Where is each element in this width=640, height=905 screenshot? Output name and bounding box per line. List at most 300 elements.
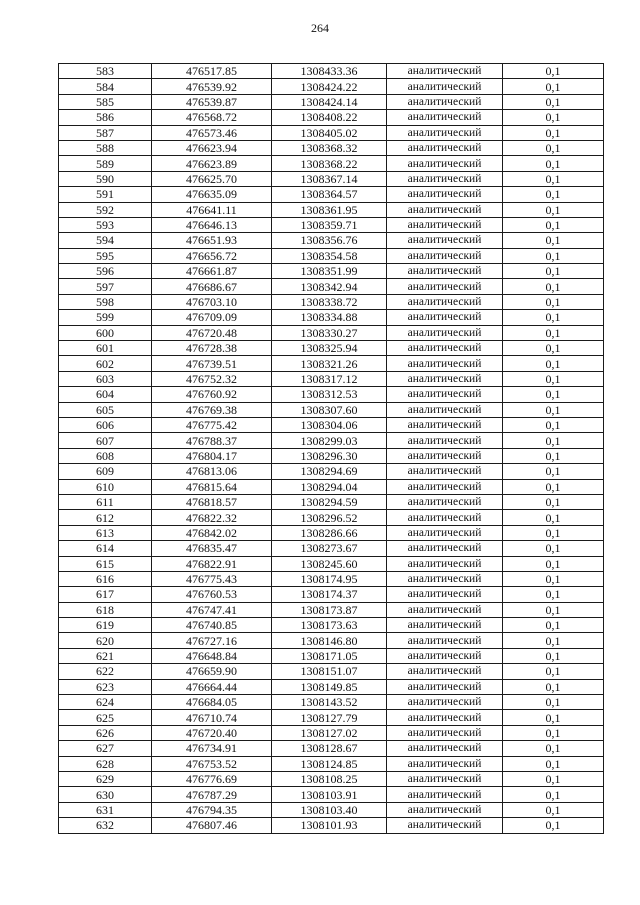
accuracy-cell: 0,1 [503, 741, 604, 756]
x-coordinate-cell: 476710.74 [152, 710, 272, 725]
x-coordinate-cell: 476623.89 [152, 156, 272, 171]
x-coordinate-cell: 476720.48 [152, 325, 272, 340]
x-coordinate-cell: 476703.10 [152, 294, 272, 309]
table-row [59, 448, 604, 463]
accuracy-cell: 0,1 [503, 448, 604, 463]
method-cell: аналитический [387, 217, 503, 232]
accuracy-cell: 0,1 [503, 756, 604, 771]
table-row [59, 679, 604, 694]
method-cell: аналитический [387, 510, 503, 525]
y-coordinate-cell: 1308361.95 [272, 202, 387, 217]
table-row [59, 571, 604, 586]
x-coordinate-cell: 476760.53 [152, 587, 272, 602]
y-coordinate-cell: 1308151.07 [272, 664, 387, 679]
table-row [59, 279, 604, 294]
y-coordinate-cell: 1308171.05 [272, 648, 387, 663]
accuracy-cell: 0,1 [503, 802, 604, 817]
x-coordinate-cell: 476835.47 [152, 541, 272, 556]
table-row [59, 217, 604, 232]
y-coordinate-cell: 1308408.22 [272, 110, 387, 125]
y-coordinate-cell: 1308294.69 [272, 464, 387, 479]
accuracy-cell: 0,1 [503, 64, 604, 79]
accuracy-cell: 0,1 [503, 125, 604, 140]
accuracy-cell: 0,1 [503, 402, 604, 417]
x-coordinate-cell: 476625.70 [152, 171, 272, 186]
method-cell: аналитический [387, 710, 503, 725]
x-coordinate-cell: 476822.32 [152, 510, 272, 525]
y-coordinate-cell: 1308127.79 [272, 710, 387, 725]
y-coordinate-cell: 1308351.99 [272, 264, 387, 279]
accuracy-cell: 0,1 [503, 525, 604, 540]
accuracy-cell: 0,1 [503, 356, 604, 371]
table-row [59, 341, 604, 356]
x-coordinate-cell: 476646.13 [152, 217, 272, 232]
table-row [59, 787, 604, 802]
x-coordinate-cell: 476728.38 [152, 341, 272, 356]
method-cell: аналитический [387, 541, 503, 556]
table-row [59, 156, 604, 171]
point-number-cell: 618 [59, 602, 152, 617]
table-row [59, 125, 604, 140]
accuracy-cell: 0,1 [503, 79, 604, 94]
table-row [59, 140, 604, 155]
method-cell: аналитический [387, 756, 503, 771]
x-coordinate-cell: 476753.52 [152, 756, 272, 771]
method-cell: аналитический [387, 79, 503, 94]
method-cell: аналитический [387, 202, 503, 217]
accuracy-cell: 0,1 [503, 217, 604, 232]
point-number-cell: 591 [59, 187, 152, 202]
point-number-cell: 589 [59, 156, 152, 171]
x-coordinate-cell: 476769.38 [152, 402, 272, 417]
point-number-cell: 597 [59, 279, 152, 294]
method-cell: аналитический [387, 602, 503, 617]
method-cell: аналитический [387, 156, 503, 171]
accuracy-cell: 0,1 [503, 371, 604, 386]
point-number-cell: 609 [59, 464, 152, 479]
table-row [59, 110, 604, 125]
table-row [59, 94, 604, 109]
point-number-cell: 583 [59, 64, 152, 79]
method-cell: аналитический [387, 310, 503, 325]
y-coordinate-cell: 1308368.32 [272, 140, 387, 155]
x-coordinate-cell: 476573.46 [152, 125, 272, 140]
table-row [59, 541, 604, 556]
x-coordinate-cell: 476539.92 [152, 79, 272, 94]
method-cell: аналитический [387, 64, 503, 79]
table-row [59, 510, 604, 525]
accuracy-cell: 0,1 [503, 202, 604, 217]
method-cell: аналитический [387, 264, 503, 279]
point-number-cell: 613 [59, 525, 152, 540]
accuracy-cell: 0,1 [503, 571, 604, 586]
point-number-cell: 586 [59, 110, 152, 125]
table-row [59, 633, 604, 648]
y-coordinate-cell: 1308103.40 [272, 802, 387, 817]
point-number-cell: 628 [59, 756, 152, 771]
y-coordinate-cell: 1308245.60 [272, 556, 387, 571]
method-cell: аналитический [387, 695, 503, 710]
point-number-cell: 616 [59, 571, 152, 586]
table-row [59, 602, 604, 617]
method-cell: аналитический [387, 187, 503, 202]
point-number-cell: 629 [59, 771, 152, 786]
accuracy-cell: 0,1 [503, 156, 604, 171]
table-row [59, 325, 604, 340]
point-number-cell: 627 [59, 741, 152, 756]
y-coordinate-cell: 1308296.30 [272, 448, 387, 463]
accuracy-cell: 0,1 [503, 510, 604, 525]
x-coordinate-cell: 476651.93 [152, 233, 272, 248]
accuracy-cell: 0,1 [503, 279, 604, 294]
method-cell: аналитический [387, 771, 503, 786]
accuracy-cell: 0,1 [503, 648, 604, 663]
x-coordinate-cell: 476788.37 [152, 433, 272, 448]
x-coordinate-cell: 476760.92 [152, 387, 272, 402]
point-number-cell: 600 [59, 325, 152, 340]
accuracy-cell: 0,1 [503, 618, 604, 633]
method-cell: аналитический [387, 387, 503, 402]
table-row [59, 618, 604, 633]
accuracy-cell: 0,1 [503, 94, 604, 109]
accuracy-cell: 0,1 [503, 587, 604, 602]
method-cell: аналитический [387, 371, 503, 386]
coordinates-table-body [59, 64, 604, 834]
x-coordinate-cell: 476684.05 [152, 695, 272, 710]
point-number-cell: 603 [59, 371, 152, 386]
x-coordinate-cell: 476517.85 [152, 64, 272, 79]
table-row [59, 387, 604, 402]
point-number-cell: 632 [59, 818, 152, 833]
point-number-cell: 595 [59, 248, 152, 263]
point-number-cell: 615 [59, 556, 152, 571]
x-coordinate-cell: 476539.87 [152, 94, 272, 109]
point-number-cell: 606 [59, 417, 152, 432]
method-cell: аналитический [387, 556, 503, 571]
accuracy-cell: 0,1 [503, 417, 604, 432]
accuracy-cell: 0,1 [503, 264, 604, 279]
x-coordinate-cell: 476659.90 [152, 664, 272, 679]
y-coordinate-cell: 1308273.67 [272, 541, 387, 556]
point-number-cell: 602 [59, 356, 152, 371]
accuracy-cell: 0,1 [503, 771, 604, 786]
x-coordinate-cell: 476686.67 [152, 279, 272, 294]
accuracy-cell: 0,1 [503, 695, 604, 710]
method-cell: аналитический [387, 679, 503, 694]
table-row [59, 264, 604, 279]
point-number-cell: 631 [59, 802, 152, 817]
accuracy-cell: 0,1 [503, 464, 604, 479]
y-coordinate-cell: 1308330.27 [272, 325, 387, 340]
x-coordinate-cell: 476794.35 [152, 802, 272, 817]
method-cell: аналитический [387, 725, 503, 740]
table-row [59, 417, 604, 432]
table-row [59, 710, 604, 725]
y-coordinate-cell: 1308342.94 [272, 279, 387, 294]
point-number-cell: 588 [59, 140, 152, 155]
point-number-cell: 596 [59, 264, 152, 279]
table-row [59, 64, 604, 79]
method-cell: аналитический [387, 279, 503, 294]
point-number-cell: 587 [59, 125, 152, 140]
point-number-cell: 619 [59, 618, 152, 633]
accuracy-cell: 0,1 [503, 171, 604, 186]
table-row [59, 725, 604, 740]
y-coordinate-cell: 1308364.57 [272, 187, 387, 202]
table-row [59, 356, 604, 371]
table-row [59, 479, 604, 494]
table-row [59, 664, 604, 679]
coordinates-table [58, 63, 604, 834]
method-cell: аналитический [387, 110, 503, 125]
table-row [59, 433, 604, 448]
y-coordinate-cell: 1308338.72 [272, 294, 387, 309]
table-row [59, 248, 604, 263]
table-row [59, 494, 604, 509]
y-coordinate-cell: 1308296.52 [272, 510, 387, 525]
table-row [59, 202, 604, 217]
point-number-cell: 584 [59, 79, 152, 94]
x-coordinate-cell: 476734.91 [152, 741, 272, 756]
y-coordinate-cell: 1308108.25 [272, 771, 387, 786]
table-row [59, 802, 604, 817]
y-coordinate-cell: 1308424.14 [272, 94, 387, 109]
y-coordinate-cell: 1308286.66 [272, 525, 387, 540]
x-coordinate-cell: 476842.02 [152, 525, 272, 540]
point-number-cell: 598 [59, 294, 152, 309]
accuracy-cell: 0,1 [503, 556, 604, 571]
method-cell: аналитический [387, 417, 503, 432]
point-number-cell: 625 [59, 710, 152, 725]
x-coordinate-cell: 476815.64 [152, 479, 272, 494]
y-coordinate-cell: 1308173.63 [272, 618, 387, 633]
point-number-cell: 623 [59, 679, 152, 694]
method-cell: аналитический [387, 787, 503, 802]
x-coordinate-cell: 476776.69 [152, 771, 272, 786]
method-cell: аналитический [387, 648, 503, 663]
y-coordinate-cell: 1308143.52 [272, 695, 387, 710]
method-cell: аналитический [387, 402, 503, 417]
x-coordinate-cell: 476804.17 [152, 448, 272, 463]
y-coordinate-cell: 1308359.71 [272, 217, 387, 232]
y-coordinate-cell: 1308101.93 [272, 818, 387, 833]
x-coordinate-cell: 476752.32 [152, 371, 272, 386]
method-cell: аналитический [387, 433, 503, 448]
y-coordinate-cell: 1308173.87 [272, 602, 387, 617]
point-number-cell: 601 [59, 341, 152, 356]
y-coordinate-cell: 1308368.22 [272, 156, 387, 171]
accuracy-cell: 0,1 [503, 710, 604, 725]
y-coordinate-cell: 1308356.76 [272, 233, 387, 248]
y-coordinate-cell: 1308367.14 [272, 171, 387, 186]
method-cell: аналитический [387, 233, 503, 248]
y-coordinate-cell: 1308294.04 [272, 479, 387, 494]
table-row [59, 741, 604, 756]
method-cell: аналитический [387, 356, 503, 371]
y-coordinate-cell: 1308294.59 [272, 494, 387, 509]
y-coordinate-cell: 1308304.06 [272, 417, 387, 432]
table-row [59, 233, 604, 248]
table-row [59, 79, 604, 94]
point-number-cell: 620 [59, 633, 152, 648]
method-cell: аналитический [387, 464, 503, 479]
y-coordinate-cell: 1308128.67 [272, 741, 387, 756]
table-row [59, 402, 604, 417]
table-row [59, 171, 604, 186]
y-coordinate-cell: 1308149.85 [272, 679, 387, 694]
point-number-cell: 599 [59, 310, 152, 325]
point-number-cell: 608 [59, 448, 152, 463]
table-row [59, 756, 604, 771]
method-cell: аналитический [387, 325, 503, 340]
accuracy-cell: 0,1 [503, 248, 604, 263]
page-number: 264 [311, 21, 329, 35]
point-number-cell: 624 [59, 695, 152, 710]
method-cell: аналитический [387, 125, 503, 140]
point-number-cell: 630 [59, 787, 152, 802]
point-number-cell: 621 [59, 648, 152, 663]
y-coordinate-cell: 1308127.02 [272, 725, 387, 740]
point-number-cell: 592 [59, 202, 152, 217]
method-cell: аналитический [387, 818, 503, 833]
x-coordinate-cell: 476822.91 [152, 556, 272, 571]
y-coordinate-cell: 1308124.85 [272, 756, 387, 771]
table-row [59, 771, 604, 786]
method-cell: аналитический [387, 571, 503, 586]
y-coordinate-cell: 1308334.88 [272, 310, 387, 325]
method-cell: аналитический [387, 587, 503, 602]
accuracy-cell: 0,1 [503, 187, 604, 202]
x-coordinate-cell: 476641.11 [152, 202, 272, 217]
table-row [59, 525, 604, 540]
y-coordinate-cell: 1308424.22 [272, 79, 387, 94]
y-coordinate-cell: 1308312.53 [272, 387, 387, 402]
point-number-cell: 617 [59, 587, 152, 602]
accuracy-cell: 0,1 [503, 140, 604, 155]
accuracy-cell: 0,1 [503, 541, 604, 556]
method-cell: аналитический [387, 448, 503, 463]
accuracy-cell: 0,1 [503, 679, 604, 694]
x-coordinate-cell: 476727.16 [152, 633, 272, 648]
x-coordinate-cell: 476739.51 [152, 356, 272, 371]
method-cell: аналитический [387, 94, 503, 109]
point-number-cell: 622 [59, 664, 152, 679]
x-coordinate-cell: 476740.85 [152, 618, 272, 633]
table-row [59, 556, 604, 571]
table-row [59, 310, 604, 325]
x-coordinate-cell: 476747.41 [152, 602, 272, 617]
table-row [59, 294, 604, 309]
accuracy-cell: 0,1 [503, 387, 604, 402]
method-cell: аналитический [387, 341, 503, 356]
accuracy-cell: 0,1 [503, 433, 604, 448]
accuracy-cell: 0,1 [503, 725, 604, 740]
x-coordinate-cell: 476720.40 [152, 725, 272, 740]
y-coordinate-cell: 1308405.02 [272, 125, 387, 140]
point-number-cell: 593 [59, 217, 152, 232]
accuracy-cell: 0,1 [503, 818, 604, 833]
table-row [59, 818, 604, 833]
y-coordinate-cell: 1308307.60 [272, 402, 387, 417]
accuracy-cell: 0,1 [503, 787, 604, 802]
point-number-cell: 626 [59, 725, 152, 740]
accuracy-cell: 0,1 [503, 110, 604, 125]
accuracy-cell: 0,1 [503, 664, 604, 679]
y-coordinate-cell: 1308103.91 [272, 787, 387, 802]
y-coordinate-cell: 1308433.36 [272, 64, 387, 79]
x-coordinate-cell: 476664.44 [152, 679, 272, 694]
point-number-cell: 611 [59, 494, 152, 509]
x-coordinate-cell: 476787.29 [152, 787, 272, 802]
point-number-cell: 614 [59, 541, 152, 556]
method-cell: аналитический [387, 664, 503, 679]
accuracy-cell: 0,1 [503, 233, 604, 248]
y-coordinate-cell: 1308321.26 [272, 356, 387, 371]
x-coordinate-cell: 476775.43 [152, 571, 272, 586]
method-cell: аналитический [387, 140, 503, 155]
method-cell: аналитический [387, 618, 503, 633]
method-cell: аналитический [387, 294, 503, 309]
accuracy-cell: 0,1 [503, 294, 604, 309]
method-cell: аналитический [387, 494, 503, 509]
point-number-cell: 604 [59, 387, 152, 402]
table-row [59, 648, 604, 663]
x-coordinate-cell: 476818.57 [152, 494, 272, 509]
x-coordinate-cell: 476709.09 [152, 310, 272, 325]
x-coordinate-cell: 476813.06 [152, 464, 272, 479]
accuracy-cell: 0,1 [503, 310, 604, 325]
accuracy-cell: 0,1 [503, 633, 604, 648]
point-number-cell: 585 [59, 94, 152, 109]
point-number-cell: 590 [59, 171, 152, 186]
point-number-cell: 612 [59, 510, 152, 525]
accuracy-cell: 0,1 [503, 479, 604, 494]
method-cell: аналитический [387, 802, 503, 817]
x-coordinate-cell: 476635.09 [152, 187, 272, 202]
method-cell: аналитический [387, 248, 503, 263]
method-cell: аналитический [387, 479, 503, 494]
table-row [59, 695, 604, 710]
method-cell: аналитический [387, 525, 503, 540]
accuracy-cell: 0,1 [503, 341, 604, 356]
x-coordinate-cell: 476568.72 [152, 110, 272, 125]
point-number-cell: 594 [59, 233, 152, 248]
point-number-cell: 605 [59, 402, 152, 417]
y-coordinate-cell: 1308325.94 [272, 341, 387, 356]
accuracy-cell: 0,1 [503, 325, 604, 340]
y-coordinate-cell: 1308299.03 [272, 433, 387, 448]
x-coordinate-cell: 476661.87 [152, 264, 272, 279]
method-cell: аналитический [387, 633, 503, 648]
y-coordinate-cell: 1308317.12 [272, 371, 387, 386]
method-cell: аналитический [387, 741, 503, 756]
x-coordinate-cell: 476623.94 [152, 140, 272, 155]
y-coordinate-cell: 1308146.80 [272, 633, 387, 648]
x-coordinate-cell: 476807.46 [152, 818, 272, 833]
accuracy-cell: 0,1 [503, 494, 604, 509]
table-row [59, 187, 604, 202]
x-coordinate-cell: 476656.72 [152, 248, 272, 263]
point-number-cell: 607 [59, 433, 152, 448]
x-coordinate-cell: 476775.42 [152, 417, 272, 432]
point-number-cell: 610 [59, 479, 152, 494]
table-row [59, 464, 604, 479]
y-coordinate-cell: 1308354.58 [272, 248, 387, 263]
y-coordinate-cell: 1308174.95 [272, 571, 387, 586]
y-coordinate-cell: 1308174.37 [272, 587, 387, 602]
accuracy-cell: 0,1 [503, 602, 604, 617]
table-row [59, 371, 604, 386]
